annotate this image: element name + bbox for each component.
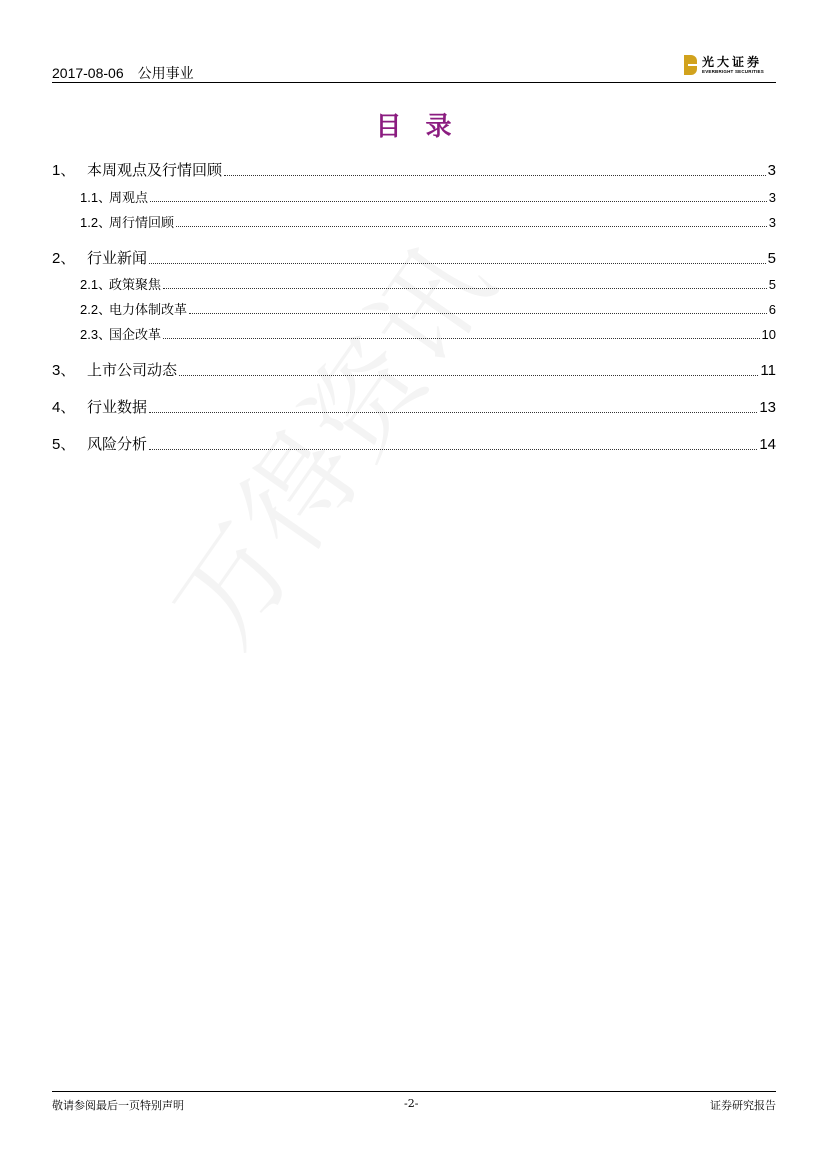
toc-entry-page: 3	[768, 190, 776, 205]
toc-entry-label: 本周观点及行情回顾	[87, 162, 223, 179]
toc-title: 目录	[375, 112, 476, 142]
report-category: 公用事业	[137, 65, 194, 81]
toc-entry-label: 国企改革	[109, 327, 162, 342]
toc-entry[interactable]	[52, 187, 776, 206]
page-footer	[52, 1091, 776, 1112]
toc-entry-number: 2.3、	[80, 327, 112, 342]
footer-disclaimer: 敬请参阅最后一页特别声明	[52, 1099, 184, 1112]
toc-entry-label: 行业新闻	[87, 250, 148, 267]
page-number: -2-	[404, 1097, 419, 1110]
toc-entry-page: 3	[767, 162, 776, 179]
toc-entry-label: 周行情回顾	[109, 215, 175, 230]
toc-leader-dots	[150, 200, 767, 202]
toc-entry[interactable]	[52, 396, 776, 417]
page-header	[52, 52, 776, 83]
toc-entry-page: 3	[768, 215, 776, 230]
toc-entry[interactable]	[52, 247, 776, 268]
toc-entry-label: 周观点	[109, 190, 149, 205]
toc-entry-label: 行业数据	[87, 399, 148, 416]
logo-mark-icon	[684, 55, 697, 75]
toc-entry-label: 电力体制改革	[109, 302, 188, 317]
toc-entry-number: 1.2、	[80, 215, 112, 230]
toc-leader-dots	[149, 262, 766, 264]
report-date: 2017-08-06	[52, 65, 124, 81]
logo-text-cn: 光大证券	[702, 55, 763, 69]
toc-entry-number: 5、	[52, 436, 76, 453]
toc-leader-dots	[224, 174, 766, 176]
toc-entry-number: 2.1、	[80, 277, 112, 292]
toc-entry[interactable]	[52, 324, 776, 343]
toc-leader-dots	[176, 225, 767, 227]
toc-entry-page: 6	[768, 302, 776, 317]
toc-entry-label: 政策聚焦	[109, 277, 162, 292]
toc-entry-number: 2.2、	[80, 302, 112, 317]
toc-entry[interactable]	[52, 274, 776, 293]
toc-entry[interactable]	[52, 299, 776, 318]
toc-leader-dots	[149, 448, 757, 450]
toc-leader-dots	[179, 374, 758, 376]
toc-entry[interactable]	[52, 212, 776, 231]
toc-entry-page: 5	[767, 250, 776, 267]
toc-entry-number: 1.1、	[80, 190, 112, 205]
toc-leader-dots	[189, 312, 767, 314]
toc-entry-number: 4、	[52, 399, 76, 416]
toc-entry-page: 14	[759, 436, 776, 453]
toc-leader-dots	[149, 411, 757, 413]
toc-entry-page: 11	[760, 362, 776, 379]
toc-entry-number: 1、	[52, 162, 76, 179]
toc-entry-label: 风险分析	[87, 436, 148, 453]
footer-report-type: 证券研究报告	[710, 1099, 776, 1112]
toc-leader-dots	[163, 287, 767, 289]
toc-entry-number: 2、	[52, 250, 76, 267]
toc-entry[interactable]	[52, 159, 776, 180]
company-logo	[684, 53, 776, 79]
toc-entry-page: 5	[768, 277, 776, 292]
toc-entry-page: 13	[759, 399, 776, 416]
toc-entry-label: 上市公司动态	[87, 362, 178, 379]
toc-leader-dots	[163, 337, 760, 339]
header-info	[52, 63, 194, 83]
toc-entry[interactable]	[52, 359, 776, 380]
logo-text-en: EVERBRIGHT SECURITIES	[702, 69, 764, 74]
toc-entry[interactable]	[52, 433, 776, 454]
toc-entry-number: 3、	[52, 362, 76, 379]
toc-entry-page: 10	[761, 327, 776, 342]
